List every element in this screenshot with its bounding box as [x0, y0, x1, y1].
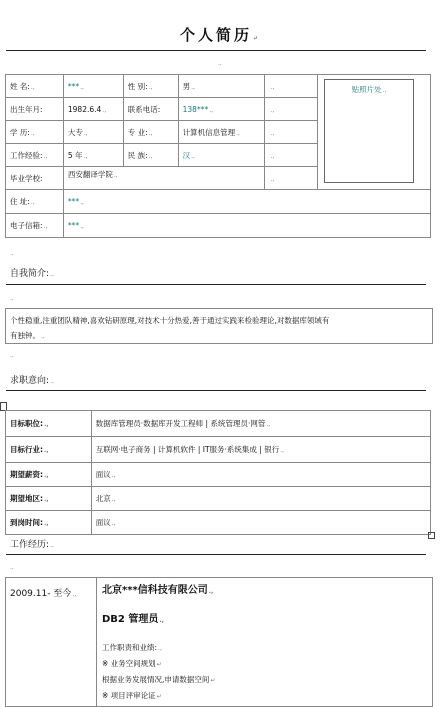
paragraph-mark: ., [10, 352, 14, 359]
empty-cell: ., [265, 144, 318, 167]
work-company[interactable]: 北京***信科技有限公司., [102, 585, 214, 596]
major-value[interactable]: 计算机信息管理., [178, 121, 265, 144]
work-period[interactable]: 2009.11- 至今., [10, 589, 77, 599]
work-heading: 工作经历:., [10, 540, 54, 550]
work-position[interactable]: DB2 管理员., [102, 614, 164, 625]
paragraph-mark: ., [218, 60, 222, 67]
intent-table [5, 410, 431, 535]
edu-value[interactable]: 大专., [63, 121, 123, 144]
nation-label: 民 族:., [123, 144, 178, 167]
name-label: 姓 名:., [6, 75, 64, 98]
empty-cell: ., [265, 167, 318, 190]
nation-value[interactable]: 汉., [178, 144, 265, 167]
intent-value[interactable]: 数据库管理员·数据库开发工程师 | 系统管理员·网管., [91, 411, 430, 437]
intent-divider [6, 390, 426, 391]
intent-heading: 求职意向:., [10, 376, 54, 386]
title-divider [6, 50, 426, 51]
empty-cell: ., [265, 121, 318, 144]
work-duty-item: ※ 业务空间规划↵ [102, 659, 162, 668]
birth-label: 出生年月: [6, 98, 64, 121]
empty-cell: ., [265, 98, 318, 121]
edu-label: 学 历:., [6, 121, 64, 144]
phone-label: 联系电话: [123, 98, 178, 121]
intent-label: 目标职位:., [6, 411, 92, 437]
intro-divider [6, 284, 426, 285]
email-value[interactable]: ***., [63, 214, 430, 238]
intent-label: 期望地区:., [6, 487, 92, 511]
address-value[interactable]: ***., [63, 190, 430, 214]
work-table [5, 577, 433, 707]
paragraph-mark: ., [10, 564, 14, 571]
work-duties-label: 工作职责和业绩:., [102, 643, 162, 652]
exp-value[interactable]: 5 年., [63, 144, 123, 167]
photo-placeholder[interactable]: 贴照片处., [324, 79, 414, 183]
intent-value[interactable]: 面议., [91, 511, 430, 535]
intent-label: 到岗时间:., [6, 511, 92, 535]
intro-text-line2: 有独钟。., [10, 331, 45, 340]
gender-label: 性 别:., [123, 75, 178, 98]
intro-text-line1: 个性稳重,注重团队精神,喜欢钻研原理,对技术十分热爱,善于通过实践来检验理论,对数据库领域有 [10, 316, 330, 325]
address-label: 住 址:., [6, 190, 64, 214]
intent-label: 目标行业:., [6, 437, 92, 463]
school-label: 毕业学校: [6, 167, 64, 190]
intro-box [5, 308, 433, 344]
intro-heading: 自我简介:., [10, 269, 54, 279]
empty-cell: ., [265, 75, 318, 98]
intent-value[interactable]: 互联网·电子商务 | 计算机软件 | IT服务·系统集成 | 银行., [91, 437, 430, 463]
name-value[interactable]: ***., [63, 75, 123, 98]
intent-value[interactable]: 面议., [91, 463, 430, 487]
email-label: 电子信箱:., [6, 214, 64, 238]
intent-label: 期望薪资:., [6, 463, 92, 487]
work-duty-item: 根据业务发展情况,申请数据空间↵ [102, 675, 216, 684]
work-duty-item: ※ 项目评审论证↵ [102, 691, 162, 700]
work-divider [6, 554, 426, 555]
basic-info-table [5, 74, 431, 238]
gender-value[interactable]: 男., [178, 75, 265, 98]
paragraph-mark: ., [10, 295, 14, 302]
table-resize-handle[interactable] [428, 532, 435, 539]
intent-value[interactable]: 北京., [91, 487, 430, 511]
photo-cell [318, 75, 431, 190]
birth-value[interactable]: 1982.6.4., [63, 98, 123, 121]
phone-value[interactable]: 138***., [178, 98, 265, 121]
major-label: 专 业:., [123, 121, 178, 144]
paragraph-mark: ., [10, 250, 14, 257]
page-title: 个人简历↵ [180, 26, 262, 44]
work-column-divider [96, 578, 97, 706]
school-value[interactable]: 西安翻译学院., [63, 167, 265, 190]
exp-label: 工作经验:., [6, 144, 64, 167]
